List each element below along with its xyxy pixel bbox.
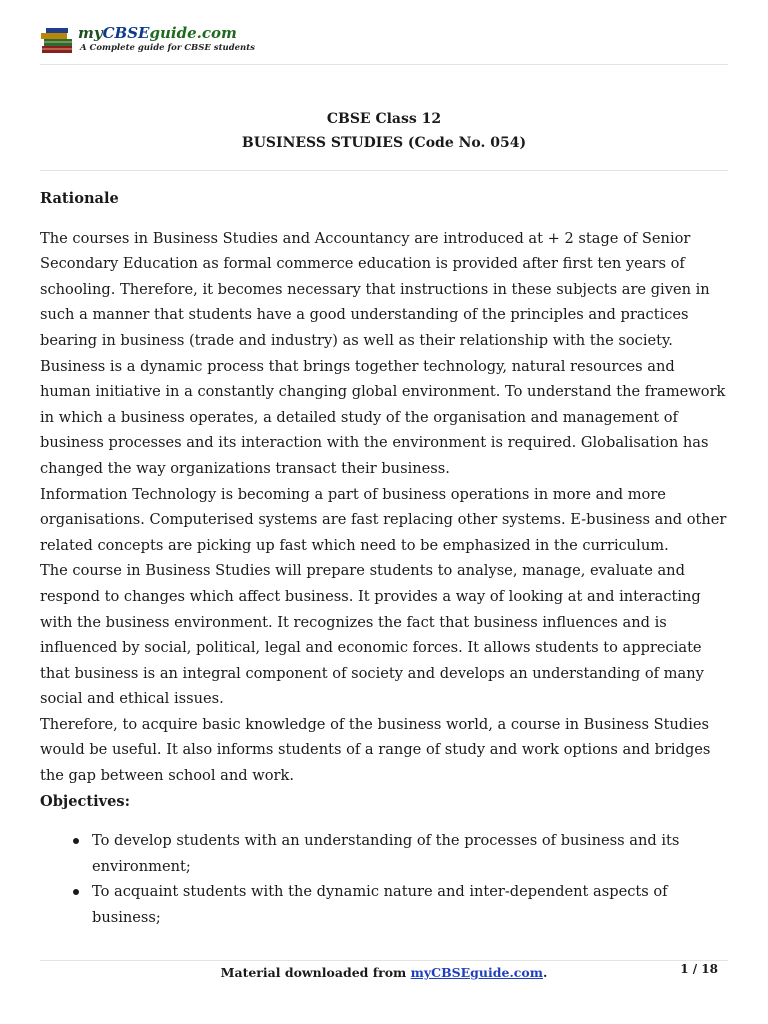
objectives-heading: Objectives: (40, 792, 131, 810)
objective-item-2: To acquaint students with the dynamic nature and inter-dependent aspects of business; (92, 879, 730, 930)
rationale-paragraph-2: Business is a dynamic process that brings together technology, natural resources and human initiative in a constantly changing global environment. To understand the framework in which a business operates, a detailed study of the organisation and management of business processes and its interaction with the environment is required. Globalisation has changed the way organizations transact their business. (40, 357, 726, 477)
objective-item-1: To develop students with an understanding of the processes of business and its environment; (92, 828, 730, 879)
objectives-list (40, 828, 730, 930)
logo-brand-main: CBSE (102, 24, 150, 42)
rationale-paragraph-1: The courses in Business Studies and Accountancy are introduced at + 2 stage of Senior Secondary Education as formal commerce education is provided after first ten years of schooling. Therefore, it becomes necessary that instructions in these subjects are given in such a manner that students have a good understanding of the principles and practices bearing in business (trade and industry) as well as their relationship with the society. (40, 229, 710, 349)
rationale-paragraph-5: Therefore, to acquire basic knowledge of the business world, a course in Business Studies would be useful. It also informs students of a range of study and work options and bridges the gap between school and work. (40, 715, 711, 785)
footer-prefix: Material downloaded from (220, 965, 411, 980)
rationale-paragraph-3: Information Technology is becoming a part of business operations in more and more organisations. Computerised systems are fast replacing other systems. E-business and other related concepts are picking up fast which need to be emphasized in the curriculum. (40, 485, 727, 554)
logo-brand-suffix: guide.com (149, 24, 237, 42)
footer-suffix: . (542, 965, 548, 980)
rationale-paragraph-4: The course in Business Studies will prepare students to analyse, manage, evaluate and respond to changes which affect business. It provides a way of looking at and interacting with the business environment. It recognizes the fact that business influences and is influenced by social, political, legal and economic forces. It allows students to appreciate that business is an integral component of society and develops an understanding of many social and ethical issues. (40, 562, 704, 708)
logo-brand (78, 24, 237, 42)
document-body (40, 186, 730, 931)
site-logo[interactable] (40, 24, 255, 60)
title-line-1: CBSE Class 12 (326, 111, 442, 127)
title-line-2: BUSINESS STUDIES (Code No. 054) (241, 135, 527, 151)
rationale-heading: Rationale (40, 190, 119, 207)
page-header (40, 24, 728, 65)
footer-note (40, 964, 728, 982)
logo-tagline: A Complete guide for CBSE students (80, 43, 255, 53)
books-icon (40, 28, 76, 56)
footer-site-link[interactable]: myCBSEguide.com (410, 965, 543, 980)
page-footer (40, 960, 728, 991)
logo-brand-prefix: my (78, 24, 103, 42)
document-title (40, 107, 728, 155)
title-divider (40, 170, 728, 171)
page-number: 1 / 18 (680, 962, 718, 976)
